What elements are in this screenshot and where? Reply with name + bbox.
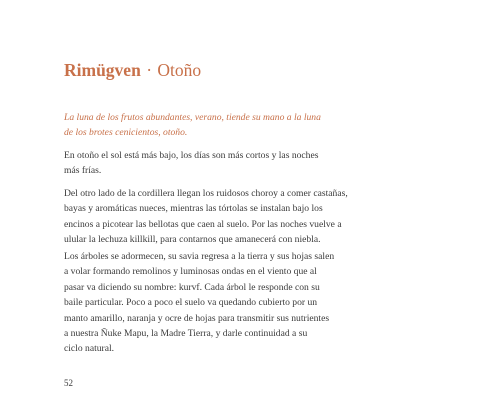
chapter-title xyxy=(64,62,201,80)
paragraph-line: manto amarillo, naranja y ocre de hojas para transmitir sus nutrientes xyxy=(64,312,330,324)
epigraph-line: La luna de los frutos abundantes, verano, tiende su mano a la luna xyxy=(64,112,321,123)
chapter-title-sub: Otoño xyxy=(157,60,202,80)
paragraph-line: baile particular. Poco a poco el suelo va quedando cubierto por un xyxy=(64,297,318,309)
paragraph-line: a volar formando remolinos y luminosas ondas en el viento que al xyxy=(64,266,317,278)
paragraph-2 xyxy=(64,186,424,248)
paragraph-1 xyxy=(64,148,424,179)
paragraph-line: Del otro lado de la cordillera llegan los ruidosos choroy a comer castañas, xyxy=(64,188,348,199)
paragraph-line: ulular la lechuza killkill, para contarnos que amanecerá con niebla. xyxy=(64,234,321,246)
paragraph-line: En otoño el sol está más bajo, los días son más cortos y las noches xyxy=(64,150,319,161)
paragraph-line: más frías. xyxy=(64,165,102,177)
paragraph-line: pasar va diciendo su nombre: kurvf. Cada árbol le responde con su xyxy=(64,281,320,293)
paragraph-3 xyxy=(64,249,424,357)
paragraph-line: a nuestra Ñuke Mapu, la Madre Tierra, y darle continuidad a su xyxy=(64,328,308,340)
paragraph-line: bayas y aromáticas nueces, mientras las tórtolas se instalan bajo los xyxy=(64,203,323,215)
paragraph-line: encinos a picotear las bellotas que caen al suelo. Por las noches vuelve a xyxy=(64,218,342,230)
epigraph xyxy=(64,110,424,141)
epigraph-line: de los brotes cenicientos, otoño. xyxy=(64,127,188,139)
paragraph-line: ciclo natural. xyxy=(64,343,115,355)
page-number: 52 xyxy=(64,378,73,388)
paragraph-line: Los árboles se adormecen, su savia regresa a la tierra y sus hojas salen xyxy=(64,251,335,262)
chapter-title-main: Rimügven xyxy=(64,60,141,80)
chapter-title-separator: · xyxy=(146,60,153,80)
